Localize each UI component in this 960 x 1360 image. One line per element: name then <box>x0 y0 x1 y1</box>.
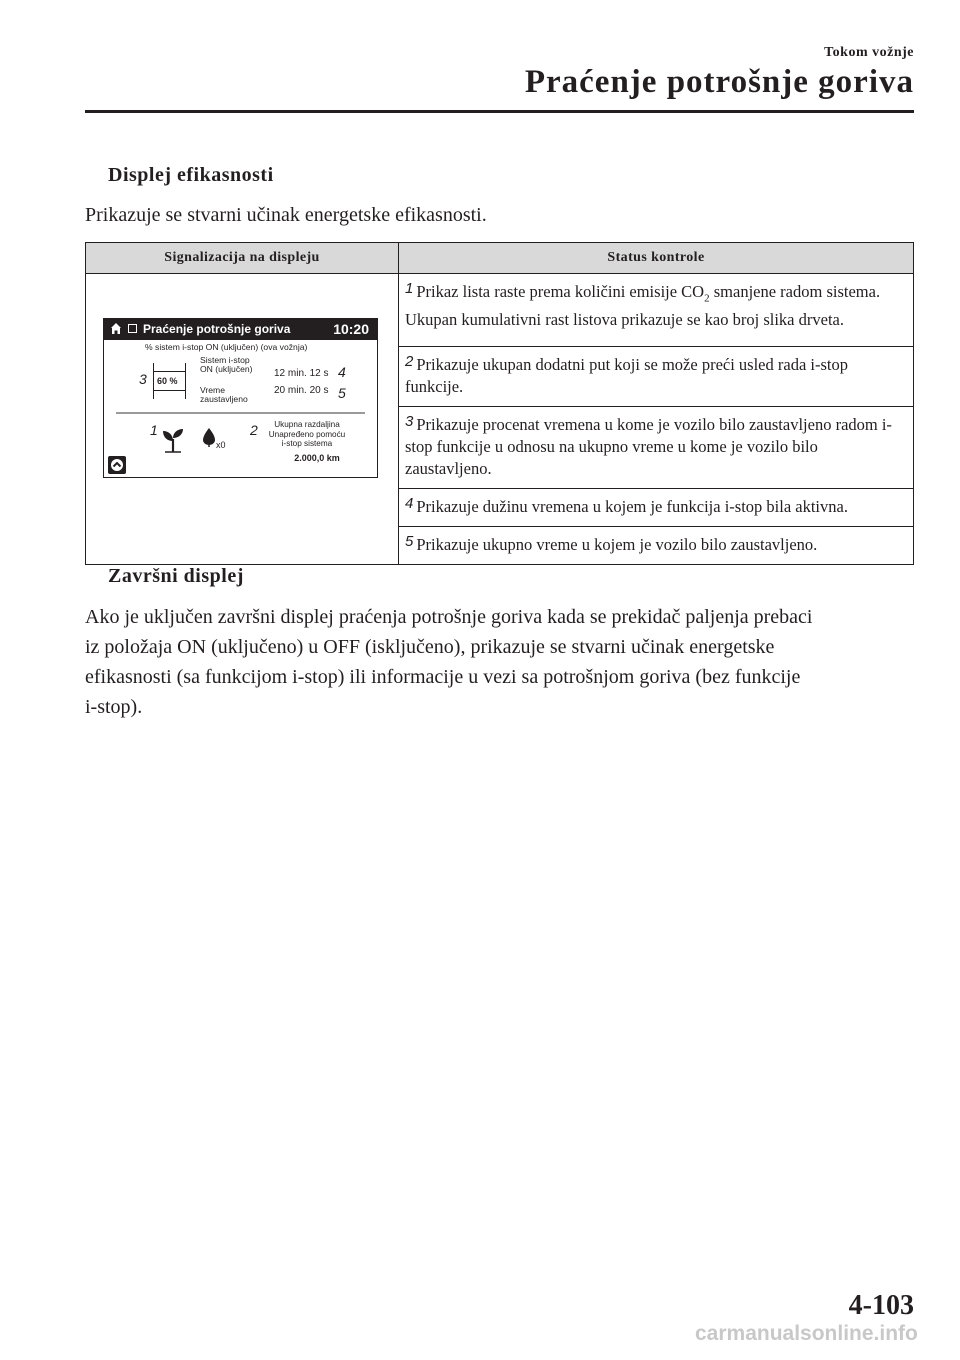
status-row-1 <box>399 274 914 347</box>
status-num-5: 5 <box>405 533 414 550</box>
watermark: carmanualsonline.info <box>695 1322 918 1345</box>
screen-caption: % sistem i-stop ON (uključen) (ova vožnja) <box>145 342 308 352</box>
final-display-paragraph <box>85 602 813 722</box>
home-icon <box>110 322 122 336</box>
status-text-1-sub: 2 <box>704 292 710 305</box>
chevron-up-icon[interactable] <box>108 456 126 474</box>
section-title: Tokom vožnje <box>824 45 914 60</box>
screen-clock: 10:20 <box>333 321 369 337</box>
final-line-4: i-stop). <box>85 696 143 718</box>
status-text-4: Prikazuje dužinu vremena u kojem je funkcija i-stop bila aktivna. <box>416 497 848 516</box>
leaf-count: x0 <box>216 440 226 450</box>
distance-label-3: i-stop sistema <box>281 439 333 449</box>
callout-2: 2 <box>250 422 258 438</box>
status-num-1: 1 <box>405 280 414 297</box>
istop-label-2: ON (uključen) <box>200 364 253 374</box>
tree-icon <box>162 427 184 453</box>
leaf-icon <box>202 427 216 447</box>
callout-3: 3 <box>139 371 147 387</box>
istop-percent-gauge <box>153 363 186 399</box>
page-title: Praćenje potrošnje goriva <box>524 64 914 100</box>
screen-divider <box>116 412 365 414</box>
status-text-2: Prikazuje ukupan dodatni put koji se može preći usled rada i-stop funkcije. <box>405 355 848 396</box>
efficiency-intro: Prikazuje se stvarni učinak energetske efikasnosti. <box>85 204 487 226</box>
efficiency-heading: Displej efikasnosti <box>108 164 274 186</box>
stopped-label-2: zaustavljeno <box>200 394 248 404</box>
status-text-3: Prikazuje procenat vremena u kome je vozilo bilo zaustavljeno radom i-stop funkcije u odnosu na ukupno vreme u kome je vozilo bilo zaustavljeno. <box>405 415 892 478</box>
istop-time-value: 12 min. 12 s <box>274 368 329 379</box>
distance-label-2: Unapređeno pomoću <box>268 429 346 439</box>
stopped-label-1: Vreme <box>200 385 225 395</box>
status-num-2: 2 <box>405 353 414 370</box>
final-line-3: efikasnosti (sa funkcijom i-stop) ili informacije u vezi sa potrošnjom goriva (bez funkcije <box>85 666 801 688</box>
distance-value: 2.000,0 km <box>294 453 340 463</box>
display-illustration-cell <box>86 274 399 565</box>
col-header-display: Signalizacija na displeju <box>86 243 399 274</box>
pages-icon <box>128 324 137 333</box>
distance-labels <box>262 420 352 449</box>
istop-percent: 60 % <box>157 376 178 386</box>
callout-5: 5 <box>338 385 346 401</box>
col-header-status: Status kontrole <box>399 243 914 274</box>
status-row-3 <box>399 407 914 489</box>
status-text-5: Prikazuje ukupno vreme u kojem je vozilo bilo zaustavljeno. <box>416 535 818 554</box>
stopped-time-value: 20 min. 20 s <box>274 385 329 396</box>
header-rule <box>85 110 914 113</box>
callout-4: 4 <box>338 364 346 380</box>
status-row-2 <box>399 347 914 407</box>
screen-title: Praćenje potrošnje goriva <box>143 322 291 336</box>
status-row-5 <box>399 527 914 565</box>
status-text-1a: Prikaz lista raste prema količini emisije CO <box>416 282 705 301</box>
istop-label-1: Sistem i-stop <box>200 355 250 365</box>
callout-1: 1 <box>150 422 158 438</box>
status-num-4: 4 <box>405 495 414 512</box>
distance-label-1: Ukupna razdaljina <box>274 420 340 429</box>
display-screen <box>103 318 378 478</box>
final-line-1: Ako je uključen završni displej praćenja potrošnje goriva kada se prekidač paljenja prebaci <box>85 606 813 628</box>
display-table <box>85 242 914 565</box>
status-num-3: 3 <box>405 413 414 430</box>
status-text-1b: smanjene radom sistema. Ukupan kumulativni rast listova prikazuje se kao broj slika drveta. <box>405 282 881 330</box>
page-number: 4-103 <box>848 1290 914 1321</box>
status-row-4 <box>399 489 914 527</box>
screen-title-bar <box>104 319 377 340</box>
final-display-heading: Završni displej <box>108 565 244 587</box>
final-line-2: iz položaja ON (uključeno) u OFF (isključeno), prikazuje se stvarni učinak energetske <box>85 636 775 658</box>
